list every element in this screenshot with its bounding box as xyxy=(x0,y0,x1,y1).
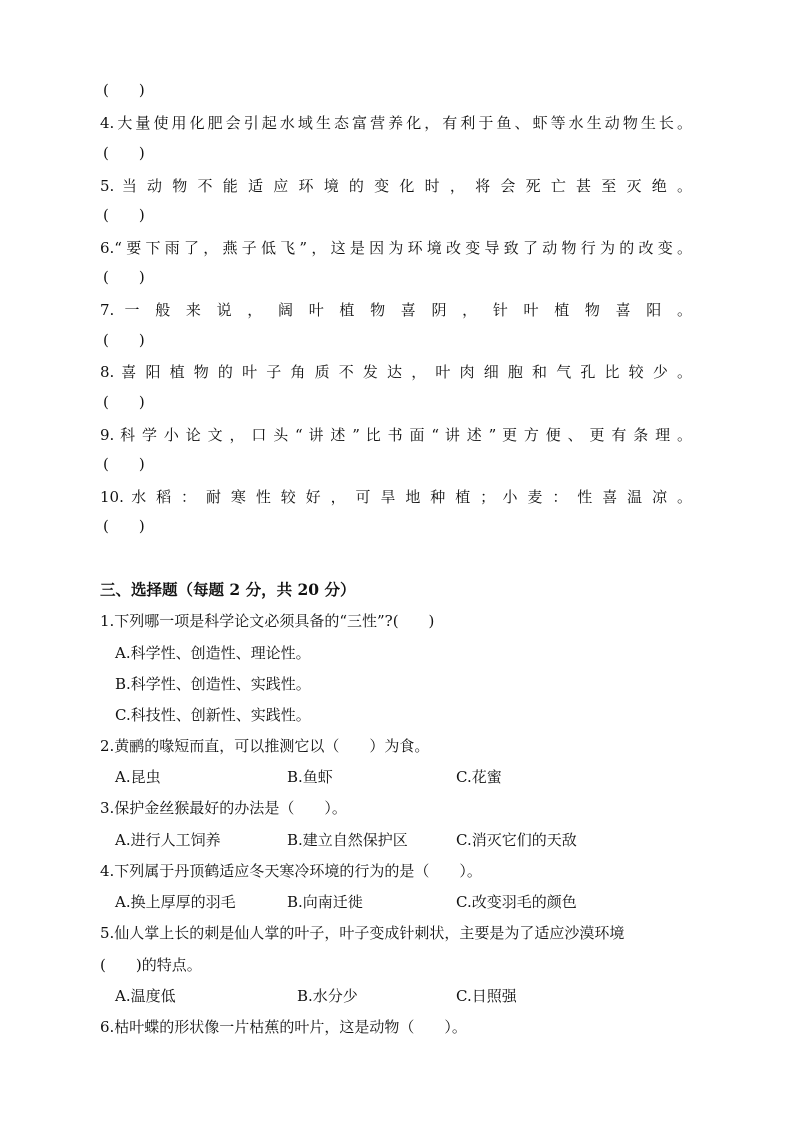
judgment-item-4: 4.大量使用化肥会引起水域生态富营养化，有利于鱼、虾等水生动物生长。 xyxy=(100,114,692,132)
answer-blank: ( ) xyxy=(103,144,145,162)
option-c: C.日照强 xyxy=(456,987,517,1005)
judgment-item-6: 6.“要下雨了，燕子低飞”，这是因为环境改变导致了动物行为的改变。 xyxy=(100,239,692,257)
option-a: A.换上厚厚的羽毛 xyxy=(115,893,236,911)
option-c: C.科技性、创新性、实践性。 xyxy=(115,706,311,724)
option-b: B.科学性、创造性、实践性。 xyxy=(115,675,311,693)
answer-blank: ( ) xyxy=(103,455,145,473)
judgment-item-5: 5. 当 动 物 不 能 适 应 环 境 的 变 化 时 ， 将 会 死 亡 甚 至 灭 绝 。 xyxy=(100,177,692,195)
option-a: A.科学性、创造性、理论性。 xyxy=(115,644,311,662)
option-c: C.消灭它们的天敌 xyxy=(456,831,577,849)
answer-blank: ( ) xyxy=(103,81,145,99)
option-c: C.花蜜 xyxy=(456,768,502,786)
option-b: B.建立自然保护区 xyxy=(287,831,408,849)
section-title: 三、选择题（每题 2 分，共 20 分） xyxy=(100,580,356,599)
option-b: B.鱼虾 xyxy=(287,768,333,786)
question-1: 1.下列哪一项是科学论文必须具备的“三性”?( ) xyxy=(100,612,435,630)
answer-blank: ( ) xyxy=(103,517,145,535)
question-4: 4.下列属于丹顶鹤适应冬天寒冷环境的行为的是（ ）。 xyxy=(100,862,482,880)
answer-blank: ( ) xyxy=(103,393,145,411)
answer-blank: ( ) xyxy=(103,206,145,224)
judgment-item-7: 7. 一 般 来 说 ， 阔 叶 植 物 喜 阴 ， 针 叶 植 物 喜 阳 。 xyxy=(100,301,692,319)
answer-blank: ( ) xyxy=(103,268,145,286)
judgment-item-9: 9. 科 学 小 论 文 ， 口 头 “ 讲 述 ” 比 书 面 “ 讲 述 ” 更 方 便 、 更 有 条 理 。 xyxy=(100,426,692,444)
option-a: A.进行人工饲养 xyxy=(115,831,221,849)
question-3: 3.保护金丝猴最好的办法是（ ）。 xyxy=(100,799,347,817)
judgment-item-8: 8. 喜 阳 植 物 的 叶 子 角 质 不 发 达 ， 叶 肉 细 胞 和 气 孔 比 较 少 。 xyxy=(100,363,692,381)
option-c: C.改变羽毛的颜色 xyxy=(456,893,577,911)
question-2: 2.黄鹂的喙短而直，可以推测它以（ ）为食。 xyxy=(100,737,430,755)
question-6: 6.枯叶蝶的形状像一片枯蕉的叶片，这是动物（ ）。 xyxy=(100,1018,467,1036)
option-a: A.温度低 xyxy=(115,987,176,1005)
question-5-continued: ( )的特点。 xyxy=(100,956,202,974)
option-a: A.昆虫 xyxy=(115,768,161,786)
option-b: B.水分少 xyxy=(297,987,358,1005)
question-5: 5.仙人掌上长的刺是仙人掌的叶子，叶子变成针刺状，主要是为了适应沙漠环境 xyxy=(100,924,625,942)
judgment-item-10: 10. 水 稻 ： 耐 寒 性 较 好 ， 可 旱 地 种 植 ； 小 麦 ： 性 喜 温 凉 。 xyxy=(100,488,692,506)
option-b: B.向南迁徙 xyxy=(287,893,363,911)
answer-blank: ( ) xyxy=(103,331,145,349)
